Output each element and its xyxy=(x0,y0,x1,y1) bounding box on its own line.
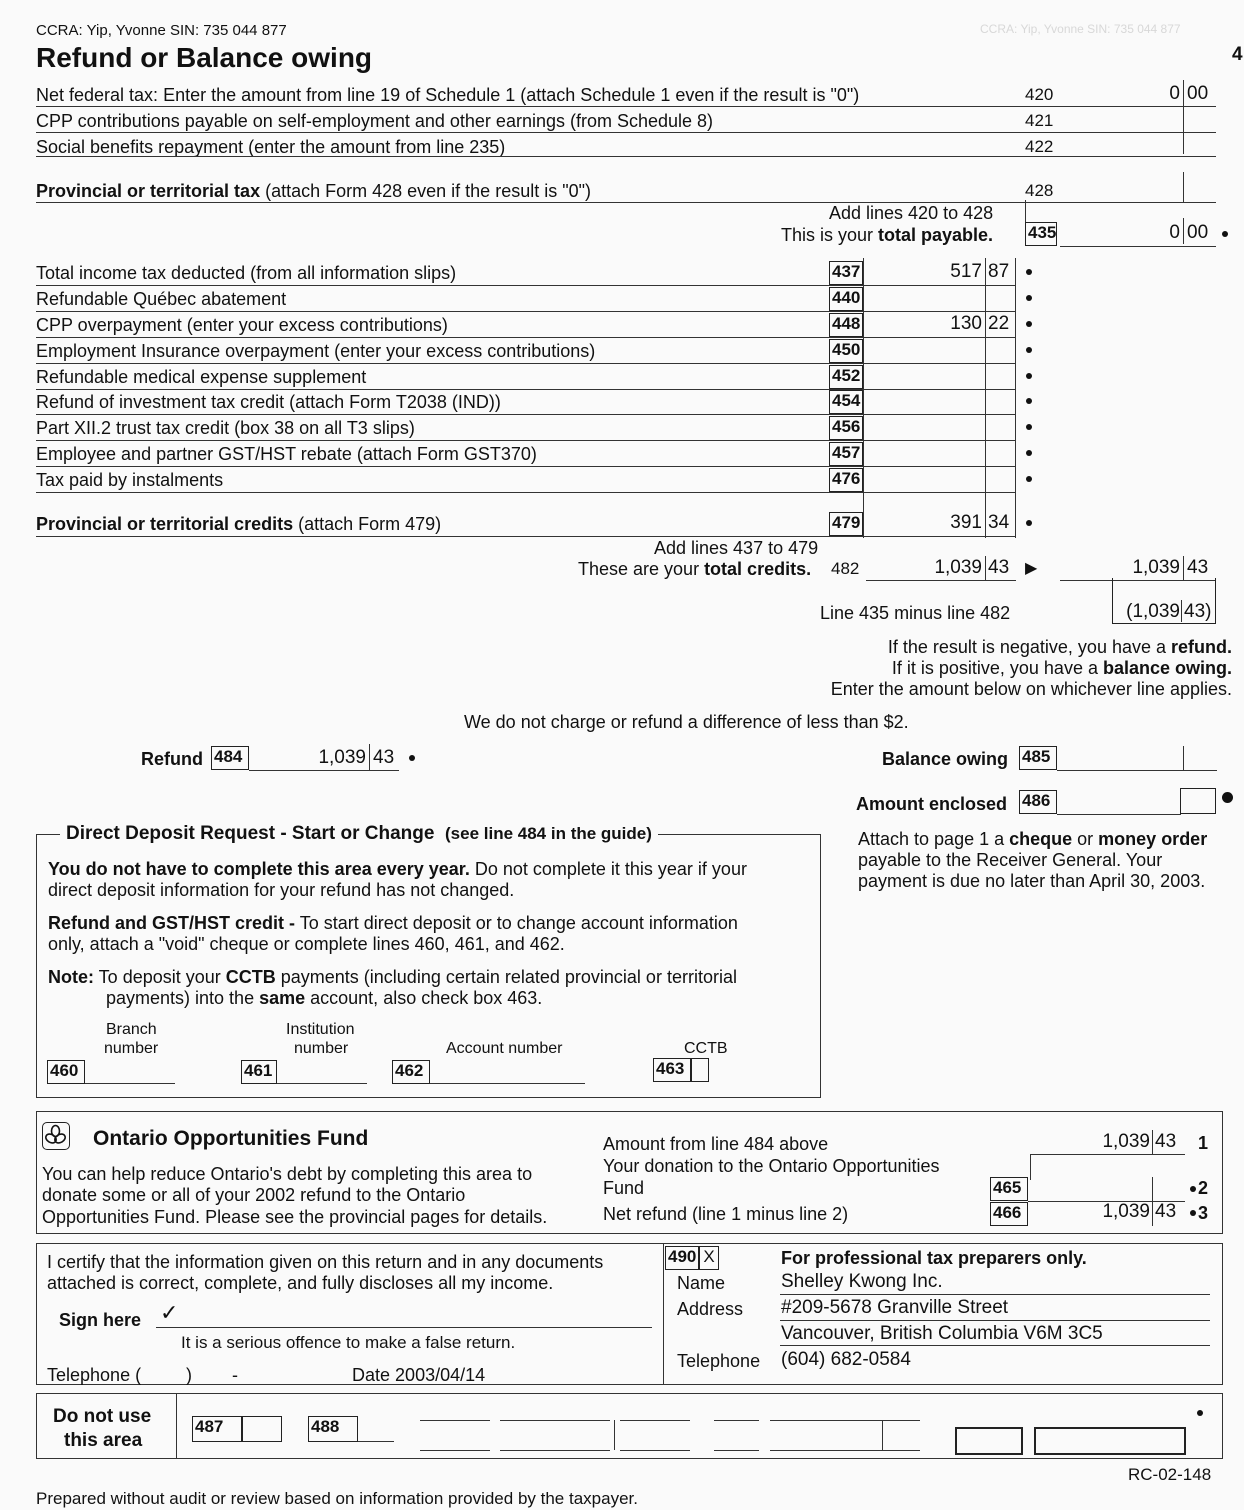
line-490-code: 490 xyxy=(665,1246,699,1270)
bullet-office xyxy=(1197,1410,1203,1416)
line-488-code: 488 xyxy=(308,1416,358,1442)
payment-note-cheque: cheque xyxy=(1009,829,1073,849)
bullet-466 xyxy=(1190,1210,1196,1216)
dd-p3-pre: To deposit your xyxy=(94,967,226,987)
date-field[interactable] xyxy=(352,1365,485,1386)
dd-p1 xyxy=(48,859,747,880)
line-487-code: 487 xyxy=(192,1416,242,1442)
bullet-484 xyxy=(409,755,415,761)
dd-p3-l2-same: same xyxy=(259,988,306,1008)
payment-note-pre: Attach to page 1 a xyxy=(858,829,1010,849)
carry-credits-cents[interactable]: 43 xyxy=(1187,557,1209,578)
telephone-label: Telephone ( xyxy=(47,1365,142,1385)
difference-dollars[interactable]: (1,039 xyxy=(1126,601,1180,622)
branch-number-field[interactable] xyxy=(85,1083,175,1084)
preparer-address-l2[interactable]: Vancouver, British Columbia V6M 3C5 xyxy=(781,1323,1103,1344)
direct-deposit-title-main: Direct Deposit Request - Start or Change xyxy=(66,823,435,844)
dd-p2-rest: To start direct deposit or to change account information xyxy=(295,913,738,933)
line-482-dollars[interactable]: 1,039 xyxy=(934,557,982,578)
preparer-title: For professional tax preparers only. xyxy=(781,1248,1087,1268)
total-credits-line1: Add lines 437 to 479 xyxy=(654,538,819,558)
bullet-456 xyxy=(1026,424,1032,430)
branch-label-l1: Branch xyxy=(106,1021,157,1038)
footer-note: Prepared without audit or review based on information provided by the taxpayer. xyxy=(36,1489,638,1508)
preparer-name-label: Name xyxy=(677,1273,726,1293)
line-452-label: Refundable medical expense supplement xyxy=(36,367,367,387)
preparer-address-label: Address xyxy=(677,1299,744,1319)
result-note-l1-bold: refund. xyxy=(1171,637,1232,657)
inst-label-l2: number xyxy=(294,1040,349,1057)
dd-p3-bold: Note: xyxy=(48,967,94,987)
line-460-code: 460 xyxy=(47,1060,85,1084)
line-421-label: CPP contributions payable on self-employment and other earnings (from Schedule 8) xyxy=(36,111,714,131)
oof-r3-cents[interactable]: 43 xyxy=(1155,1201,1177,1222)
oof-desc-l1: You can help reduce Ontario's debt by completing this area to xyxy=(42,1164,533,1184)
dd-p2-l2: only, attach a "void" cheque or complete lines 460, 461, and 462. xyxy=(48,934,565,954)
line-448-code: 448 xyxy=(829,313,863,337)
difference-label: Line 435 minus line 482 xyxy=(820,603,1011,623)
line-448-dollars[interactable]: 130 xyxy=(950,313,982,334)
line-428-label-bold: Provincial or territorial tax xyxy=(36,181,261,201)
line-479-label xyxy=(36,514,441,535)
signature-icon: ✓ xyxy=(160,1300,179,1325)
line-456-code: 456 xyxy=(829,416,863,440)
bullet-479 xyxy=(1026,520,1032,526)
cctb-label: CCTB xyxy=(684,1040,728,1057)
dd-p1-bold: You do not have to complete this area every year. xyxy=(48,859,470,879)
bullet-465 xyxy=(1190,1186,1196,1192)
line-476-code: 476 xyxy=(829,468,863,492)
line-479-label-rest: (attach Form 479) xyxy=(293,514,442,534)
line-465-code: 465 xyxy=(990,1177,1028,1201)
line-435-dollars[interactable]: 0 xyxy=(1169,222,1180,243)
line-450-label: Employment Insurance overpayment (enter your excess contributions) xyxy=(36,341,596,361)
dd-p3 xyxy=(48,967,737,988)
line-482-code: 482 xyxy=(831,559,860,578)
line-479-label-bold: Provincial or territorial credits xyxy=(36,514,294,534)
refund-label: Refund xyxy=(141,749,203,769)
line-457-label: Employee and partner GST/HST rebate (attach Form GST370) xyxy=(36,444,537,464)
preparer-phone-label: Telephone xyxy=(677,1351,761,1371)
dd-p1-rest: Do not complete it this year if your xyxy=(469,859,747,879)
payment-note-l1 xyxy=(858,829,1207,850)
dd-p3-rest: payments (including certain related provincial or territorial xyxy=(275,967,737,987)
line-428-label xyxy=(36,181,591,202)
oof-r3-num: 3 xyxy=(1198,1203,1209,1223)
line-487-field xyxy=(242,1416,282,1442)
line-466-code: 466 xyxy=(990,1202,1028,1226)
result-note-negative xyxy=(888,637,1232,658)
direct-deposit-title xyxy=(60,823,658,845)
line-482-cents[interactable]: 43 xyxy=(988,557,1010,578)
oof-r2-label-l2: Fund xyxy=(603,1178,645,1198)
dd-p2 xyxy=(48,913,738,934)
line-435-cents[interactable]: 00 xyxy=(1187,222,1209,243)
payment-note-money-order: money order xyxy=(1098,829,1208,849)
bullet-435 xyxy=(1222,231,1228,237)
bullet-452 xyxy=(1026,373,1032,379)
signature-field[interactable] xyxy=(156,1327,652,1328)
oof-r1-dollars[interactable]: 1,039 xyxy=(1102,1131,1150,1152)
bullet-440 xyxy=(1026,295,1032,301)
carry-arrow-icon: ▶ xyxy=(1025,560,1038,577)
office-box-2 xyxy=(1034,1427,1186,1455)
line-437-cents[interactable]: 87 xyxy=(988,261,1010,282)
result-note-positive xyxy=(892,658,1232,679)
certify-l2: attached is correct, complete, and fully discloses all my income. xyxy=(47,1273,554,1293)
dd-p2-bold: Refund and GST/HST credit - xyxy=(48,913,296,933)
line-420-code: 420 xyxy=(1025,85,1054,104)
office-use-l1: Do not use xyxy=(53,1406,152,1427)
preparer-phone[interactable]: (604) 682-0584 xyxy=(781,1349,911,1370)
bullet-437 xyxy=(1026,269,1032,275)
difference-cents[interactable]: 43) xyxy=(1184,601,1212,622)
telephone-close: ) xyxy=(186,1365,192,1385)
payment-note-l3: payment is due no later than April 30, 2003. xyxy=(858,871,1206,891)
total-credits-pre: These are your xyxy=(578,559,705,579)
dd-p3-l2 xyxy=(106,988,542,1009)
total-payable-bold: total payable. xyxy=(878,225,994,245)
line-420-cents[interactable]: 00 xyxy=(1187,83,1209,104)
account-label: Account number xyxy=(446,1040,563,1057)
faded-header: CCRA: Yip, Yvonne SIN: 735 044 877 xyxy=(980,22,1181,36)
line-456-label: Part XII.2 trust tax credit (box 38 on all T3 slips) xyxy=(36,418,415,438)
dd-p1-l2: direct deposit information for your refund has not changed. xyxy=(48,880,515,900)
branch-label-l2: number xyxy=(104,1040,159,1057)
line-485-code: 485 xyxy=(1019,746,1057,770)
line-422-code: 422 xyxy=(1025,137,1054,156)
line-421-code: 421 xyxy=(1025,111,1054,130)
line-452-code: 452 xyxy=(829,365,863,389)
amount-enclosed-cents-box[interactable] xyxy=(1180,788,1216,814)
dd-p3-l2-rest: account, also check box 463. xyxy=(305,988,543,1008)
line-428-code: 428 xyxy=(1025,181,1054,200)
preparer-address-l1[interactable]: #209-5678 Granville Street xyxy=(781,1297,1009,1318)
office-box-1 xyxy=(955,1427,1023,1455)
oof-r3-label: Net refund (line 1 minus line 2) xyxy=(603,1204,849,1224)
institution-number-field[interactable] xyxy=(277,1083,367,1084)
oof-r2-label-l1: Your donation to the Ontario Opportunities xyxy=(603,1156,940,1176)
line-479-cents[interactable]: 34 xyxy=(988,512,1010,533)
refund-cents[interactable]: 43 xyxy=(373,747,395,768)
direct-deposit-title-note: (see line 484 in the guide) xyxy=(445,824,652,843)
total-payable-pre: This is your xyxy=(781,225,879,245)
result-note-enter: Enter the amount below on whichever line applies. xyxy=(830,679,1232,699)
line-448-label: CPP overpayment (enter your excess contributions) xyxy=(36,315,448,335)
total-credits-bold: total credits. xyxy=(704,559,812,579)
line-484-code: 484 xyxy=(211,746,249,770)
result-note-l2-pre: If it is positive, you have a xyxy=(891,658,1103,678)
line-437-dollars[interactable]: 517 xyxy=(950,261,982,282)
preparer-name[interactable]: Shelley Kwong Inc. xyxy=(781,1271,943,1292)
line-476-label: Tax paid by instalments xyxy=(36,470,224,490)
line-454-label: Refund of investment tax credit (attach Form T2038 (IND)) xyxy=(36,392,501,412)
account-number-field[interactable] xyxy=(430,1083,585,1084)
oof-desc-l2: donate some or all of your 2002 refund to the Ontario xyxy=(42,1185,466,1205)
dd-p3-l2-pre: payments) into the xyxy=(106,988,260,1008)
oof-r1-num: 1 xyxy=(1198,1133,1209,1153)
total-payable-line1: Add lines 420 to 428 xyxy=(829,203,994,223)
taxpayer-id: CCRA: Yip, Yvonne SIN: 735 044 877 xyxy=(36,22,287,39)
line-440-code: 440 xyxy=(829,287,863,311)
line-437-code: 437 xyxy=(829,261,863,285)
result-note-l2-bold: balance owing. xyxy=(1102,658,1232,678)
line-490-checkbox[interactable]: X xyxy=(699,1246,719,1270)
oof-title: Ontario Opportunities Fund xyxy=(93,1127,369,1150)
payment-note-mid: or xyxy=(1072,829,1099,849)
line-450-code: 450 xyxy=(829,339,863,363)
telephone-dash: - xyxy=(232,1365,238,1385)
page-number: 4 xyxy=(1232,44,1243,65)
line-428-label-rest: (attach Form 428 even if the result is "0") xyxy=(260,181,591,201)
carry-credits-dollars[interactable]: 1,039 xyxy=(1132,557,1180,578)
line-461-code: 461 xyxy=(241,1060,277,1084)
bullet-476 xyxy=(1026,476,1032,482)
bullet-448 xyxy=(1026,321,1032,327)
line-440-label: Refundable Québec abatement xyxy=(36,289,287,309)
dd-p3-cctb: CCTB xyxy=(225,967,276,987)
form-id: RC-02-148 xyxy=(1128,1465,1212,1484)
oof-r1-cents[interactable]: 43 xyxy=(1155,1131,1177,1152)
bullet-486 xyxy=(1222,792,1233,803)
total-credits-line2 xyxy=(578,559,811,580)
bullet-450 xyxy=(1026,347,1032,353)
oof-r1-label: Amount from line 484 above xyxy=(603,1134,829,1154)
line-454-code: 454 xyxy=(829,390,863,414)
line-448-cents[interactable]: 22 xyxy=(988,313,1010,334)
amount-enclosed-label: Amount enclosed xyxy=(856,794,1008,814)
result-note-l1-pre: If the result is negative, you have a xyxy=(887,637,1171,657)
date-value: 2003/04/14 xyxy=(395,1365,486,1385)
cctb-checkbox[interactable] xyxy=(691,1058,709,1082)
line-422-label: Social benefits repayment (enter the amount from line 235) xyxy=(36,137,506,157)
oof-r2-num: 2 xyxy=(1198,1178,1209,1198)
line-457-code: 457 xyxy=(829,442,863,466)
result-note-min: We do not charge or refund a difference of less than $2. xyxy=(464,712,909,732)
line-437-label: Total income tax deducted (from all information slips) xyxy=(36,263,457,283)
oof-desc-l3: Opportunities Fund. Please see the provincial pages for details. xyxy=(42,1207,548,1227)
sign-here-label: Sign here xyxy=(59,1310,142,1330)
line-435-code: 435 xyxy=(1025,222,1057,246)
bullet-454 xyxy=(1026,398,1032,404)
offence-note: It is a serious offence to make a false return. xyxy=(181,1333,516,1352)
total-payable-line2 xyxy=(781,225,993,246)
line-420-label: Net federal tax: Enter the amount from line 19 of Schedule 1 (attach Schedule 1 even if the result is "0") xyxy=(36,85,860,105)
page-title: Refund or Balance owing xyxy=(36,42,373,73)
inst-label-l1: Institution xyxy=(286,1021,355,1038)
line-479-code: 479 xyxy=(829,512,863,536)
payment-note-l2: payable to the Receiver General. Your xyxy=(858,850,1163,870)
date-label: Date xyxy=(352,1365,391,1385)
line-486-code: 486 xyxy=(1019,790,1057,814)
line-463-code: 463 xyxy=(653,1058,691,1082)
bullet-457 xyxy=(1026,450,1032,456)
line-479-dollars[interactable]: 391 xyxy=(950,512,982,533)
trillium-icon xyxy=(42,1122,70,1150)
line-420-dollars[interactable]: 0 xyxy=(1169,83,1180,104)
oof-r3-dollars[interactable]: 1,039 xyxy=(1102,1201,1150,1222)
balance-owing-label: Balance owing xyxy=(882,749,1009,769)
certify-l1: I certify that the information given on this return and in any documents xyxy=(47,1252,604,1272)
line-462-code: 462 xyxy=(392,1060,430,1084)
office-use-l2: this area xyxy=(64,1430,143,1451)
refund-dollars[interactable]: 1,039 xyxy=(318,747,366,768)
